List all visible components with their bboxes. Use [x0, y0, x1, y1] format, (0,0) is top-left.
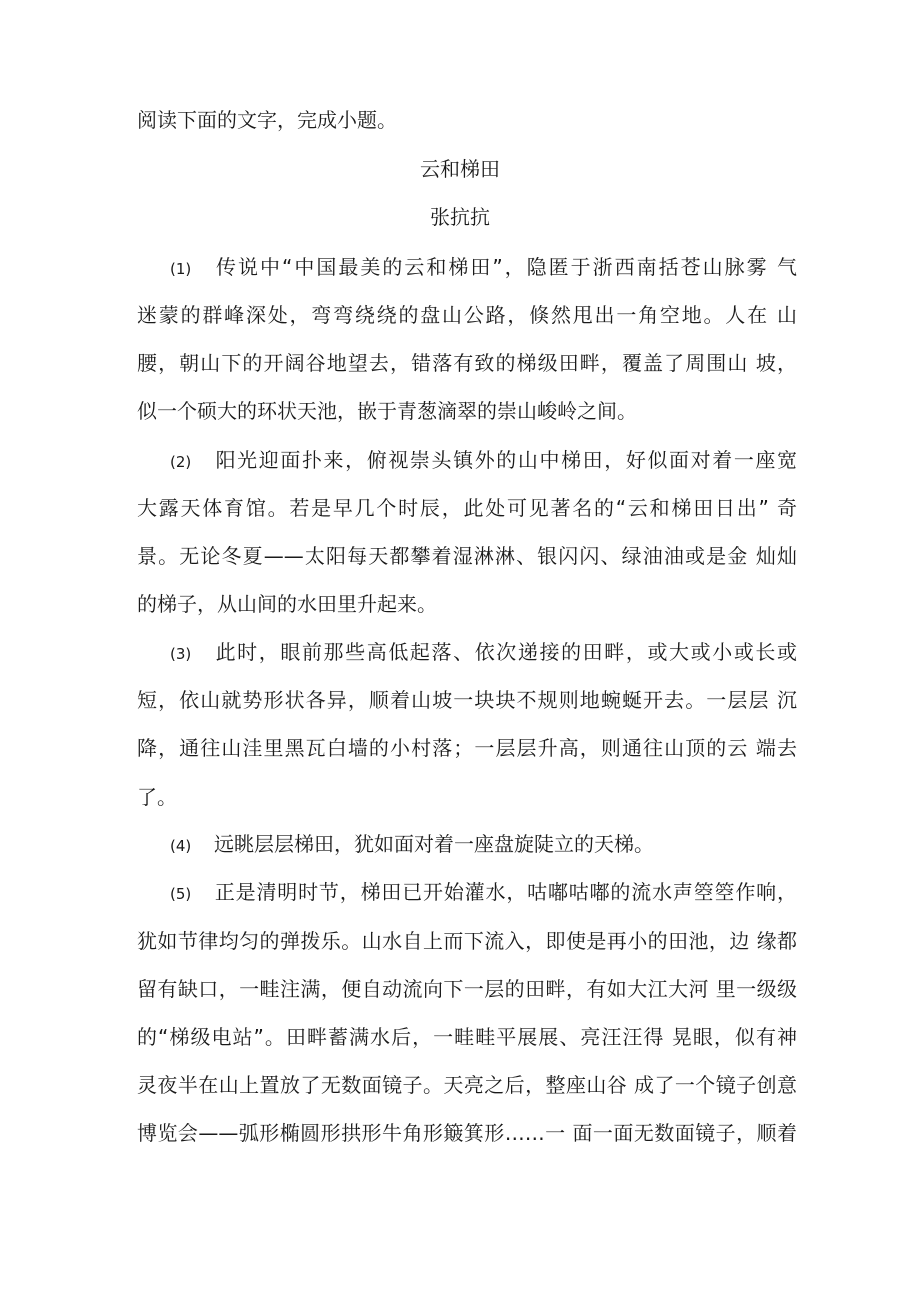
instruction-text: 阅读下面的文字，完成小题。: [137, 108, 397, 132]
paragraph-3-line-2: 短，依山就势形状各异，顺着山坡一块块不规则地蜿蜒开去。一层层 沉: [137, 688, 797, 712]
paragraph-2-line-2: 大露天体育馆。若是早几个时辰，此处可见著名的“云和梯田日出” 奇: [137, 496, 797, 520]
paragraph-3-line-4: 了。: [137, 785, 177, 809]
paragraph-5-line-2: 犹如节律均匀的弹拨乐。山水自上而下流入，即使是再小的田池，边 缘都: [137, 929, 797, 953]
paragraph-1-line-2: 迷蒙的群峰深处，弯弯绕绕的盘山公路，倏然甩出一角空地。人在 山: [137, 303, 797, 327]
article-author: 张抗抗: [430, 205, 490, 229]
paragraph-5-line-6: 博览会——弧形椭圆形拱形牛角形簸箕形……一 面一面无数面镜子，顺着: [137, 1121, 797, 1145]
paragraph-number: (1): [170, 260, 192, 278]
paragraph-2-line-1: (2) 阳光迎面扑来，俯视崇头镇外的山中梯田，好似面对着一座宽: [170, 446, 797, 474]
article-title: 云和梯田: [420, 157, 500, 181]
paragraph-number: (2): [170, 453, 192, 471]
paragraph-3-line-1: (3) 此时，眼前那些高低起落、依次递接的田畔，或大或小或长或: [170, 638, 797, 666]
paragraph-5-line-5: 灵夜半在山上置放了无数面镜子。天亮之后，整座山谷 成了一个镜子创意: [137, 1073, 797, 1097]
paragraph-3-line-3: 降，通往山洼里黑瓦白墙的小村落；一层层升高，则通往山顶的云 端去: [137, 736, 797, 760]
paragraph-4-line-1: (4) 远眺层层梯田，犹如面对着一座盘旋陡立的天梯。: [170, 830, 797, 858]
paragraph-5-line-4: 的“梯级电站”。田畔蓄满水后，一畦畦平展展、亮汪汪得 晃眼，似有神: [137, 1025, 797, 1049]
paragraph-number: (4): [170, 837, 192, 855]
paragraph-1-line-1: (1) 传说中“中国最美的云和梯田”，隐匿于浙西南括苍山脉雾 气: [170, 253, 797, 281]
paragraph-5-line-1: (5) 正是清明时节，梯田已开始灌水，咕嘟咕嘟的流水声箜箜作响，: [170, 878, 797, 906]
paragraph-1-line-4: 似一个硕大的环状天池，嵌于青葱滴翠的崇山峻岭之间。: [137, 399, 637, 423]
paragraph-2-line-3: 景。无论冬夏——太阳每天都攀着湿淋淋、银闪闪、绿油油或是金 灿灿: [137, 544, 797, 568]
paragraph-5-line-3: 留有缺口，一畦注满，便自动流向下一层的田畔，有如大江大河 里一级级: [137, 977, 797, 1001]
paragraph-number: (3): [170, 645, 192, 663]
paragraph-1-line-3: 腰，朝山下的开阔谷地望去，错落有致的梯级田畔，覆盖了周围山 坡，: [137, 351, 797, 375]
paragraph-2-line-4: 的梯子，从山间的水田里升起来。: [137, 592, 437, 616]
paragraph-number: (5): [170, 885, 192, 903]
